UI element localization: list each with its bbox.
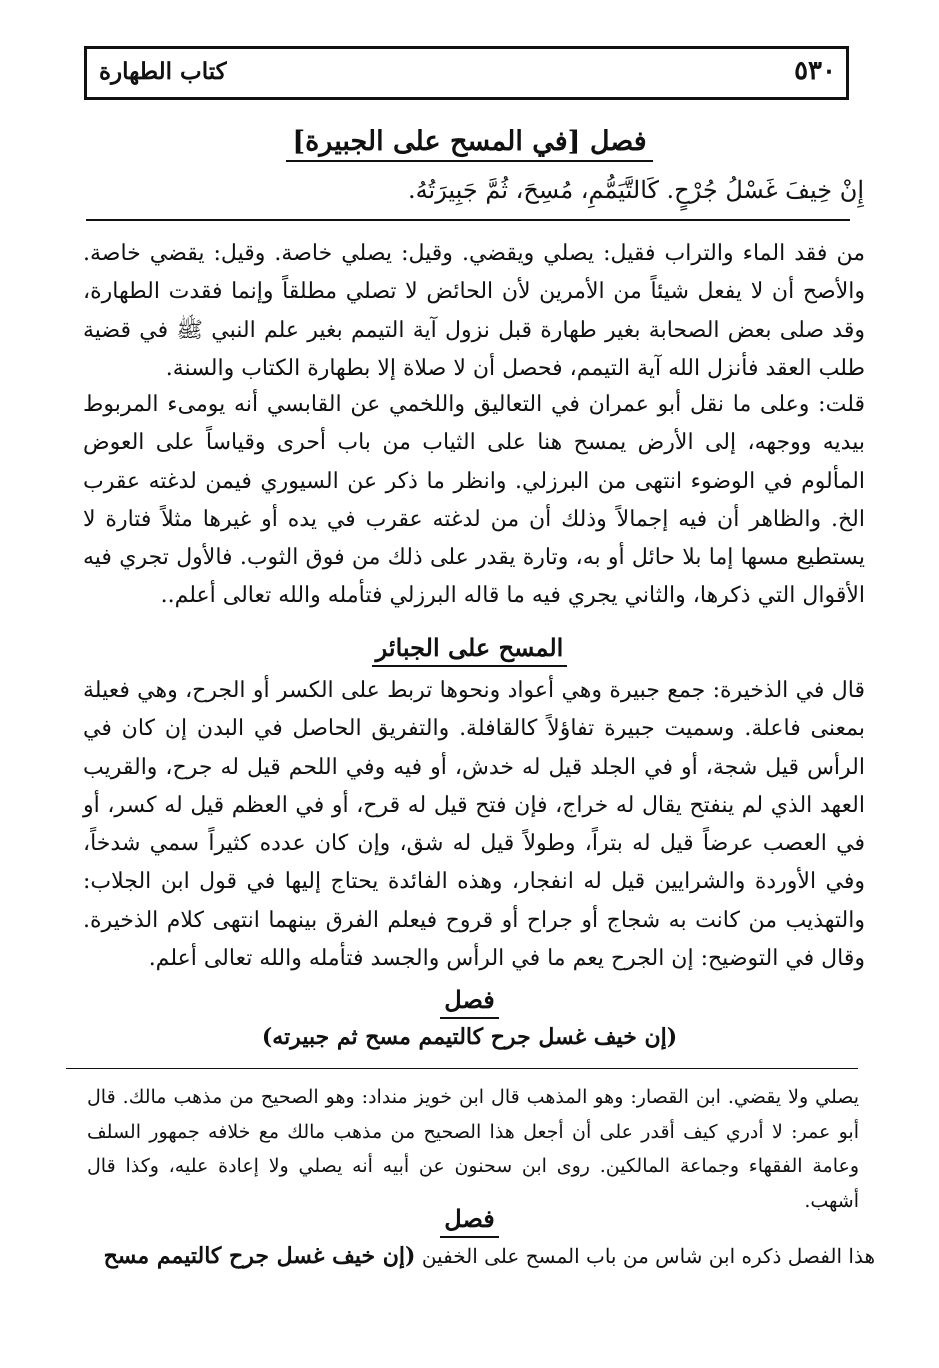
- paragraph-3: قال في الذخيرة: جمع جبيرة وهي أعواد ونحوها تربط على الكسر أو الجرح، وهي فعيلة بمعنى فاعلة. وسميت جبيرة تفاؤلاً كالقافلة. والتفريق الحاصل في البدن إن كان في الرأس قيل شجة، أو في الجلد قيل له خدش، أو فيه وفي اللحم قيل له جرح، والقريب العهد الذي لم ينفتح يقال له خراج، فإن فتح قيل له قرح، أو في العظم قيل له كسر، أو في العصب عرضاً قيل له بتراً، وطولاً قيل له شق، وإن كان عدده كثيراً سمي شدخاً، وفي الأوردة والشرايين قيل له انفجار، وهذه الفائدة يحتاج إليها في قول ابن الجلاب: والتهذيب من كانت به شجاج أو جراح أو قروح فيعلم الفرق بينهما انتهى كلام الذخيرة. وقال في التوضيح: إن الجرح يعم ما في الرأس والجسد فتأمله والله تعالى أعلم.: [83, 678, 865, 972]
- notes-text: يصلي ولا يقضي. ابن القصار: وهو المذهب قال ابن خويز منداد: وهو الصحيح من مذهب مالك. قال أبو عمر: لا أدري كيف أقدر على أن أجعل هذا الصحيح من مذهب مالك مع خلافه جمهور السلف وعامة الفقهاء وجماعة المالكين. روى ابن سحنون عن أبيه أنه يصلي ولا إعادة عليه، وكذا قال أشهب.: [87, 1086, 859, 1212]
- fasl-label-text: فصل: [440, 985, 498, 1019]
- matn-verse: إِنْ خِيفَ غَسْلُ جُرْحٍ. كَالتَّيَمُّمِ، مُسِحَ، ثُمَّ جَبِيرَتُهُ.: [408, 176, 864, 204]
- paragraph-1: من فقد الماء والتراب فقيل: يصلي ويقضي. وقيل: يصلي خاصة. وقيل: يقضي خاصة. والأصح أن لا يفعل شيئاً من الأمرين لأن الحائض لا تصلي مطلقاً وإنما فقدت الطهارة، وقد صلى بعض الصحابة بغير طهارة قبل نزول آية التيمم بغير علم النبي ﷺ في قضية طلب العقد فأنزل الله آية التيمم، فحصل أن لا صلاة إلا بطهارة الكتاب والسنة.: [83, 241, 865, 381]
- final-fasl-label: [0, 1204, 939, 1233]
- subheading: [0, 633, 939, 662]
- notes-divider: [66, 1068, 858, 1069]
- final-quote: (إن خيف غسل جرح كالتيمم مسح: [103, 1243, 416, 1269]
- page-number: ٥٣٠: [794, 56, 836, 86]
- page-header: [84, 46, 849, 100]
- fasl-label: [0, 985, 939, 1014]
- final-text: هذا الفصل ذكره ابن شاس من باب المسح على الخفين: [421, 1244, 875, 1268]
- subheading-text: المسح على الجبائر: [372, 633, 568, 667]
- book-title: كتاب الطهارة: [99, 58, 227, 85]
- section-title-text: فصل [في المسح على الجبيرة]: [286, 126, 652, 162]
- final-fasl-label-text: فصل: [440, 1204, 498, 1238]
- fasl-matn: (إن خيف غسل جرح كالتيمم مسح ثم جبيرته): [261, 1024, 678, 1050]
- final-line: [75, 1243, 875, 1269]
- paragraph-2: قلت: وعلى ما نقل أبو عمران في التعاليق واللخمي عن القابسي أنه يومىء المربوط بيديه ووجهه، إلى الأرض يمسح هنا على الثياب من باب أحرى وقياساً على العوض المألوم في الوضوء انتهى من البرزلي. وانظر ما ذكر عن السيوري فيمن لدغته عقرب الخ. والظاهر أن فيه إجمالاً وذلك أن من لدغته عقرب في يده أو غيرها مثلاً فتارة لا يستطيع مسها إما بلا حائل أو به، وتارة يقدر على ذلك من فوق الثوب. فالأول تجري فيه الأقوال التي ذكرها، والثاني يجري فيه ما قاله البرزلي فتأمله والله تعالى أعلم..: [83, 392, 865, 609]
- section-title: [0, 126, 939, 157]
- top-divider: [86, 219, 850, 221]
